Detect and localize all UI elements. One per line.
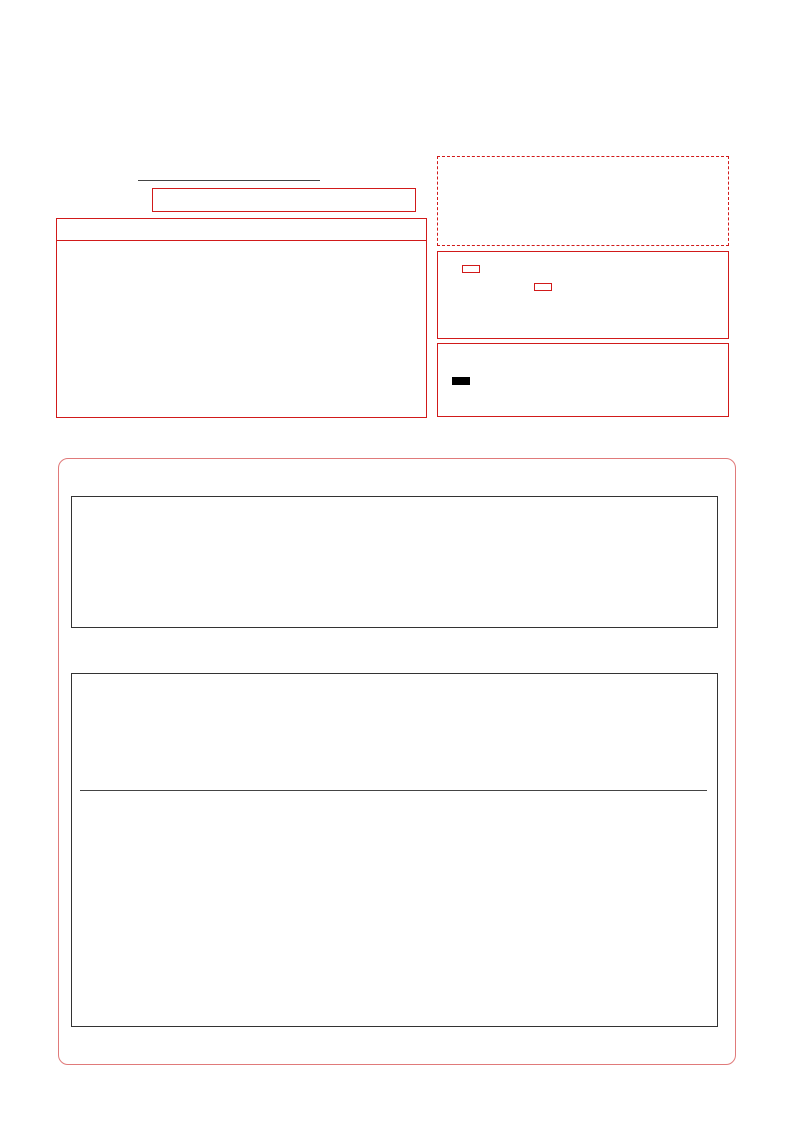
section-divider	[80, 790, 707, 791]
answer-section	[71, 673, 718, 1027]
correct-fill-example	[452, 377, 470, 385]
examiner-only-panel	[437, 251, 729, 339]
timing-marks-top	[50, 38, 746, 50]
fill-sample-panel	[437, 343, 729, 417]
notice-list	[57, 241, 426, 245]
barcode-area	[437, 156, 729, 246]
choice-section	[71, 496, 718, 628]
notice-title	[57, 219, 426, 241]
exam-id-boxes[interactable]	[152, 188, 416, 212]
notice-panel	[56, 218, 427, 418]
violation-mark-box[interactable]	[534, 283, 552, 291]
question-19-answer-area[interactable]	[80, 884, 708, 1022]
absent-mark-box[interactable]	[462, 265, 480, 273]
name-field[interactable]	[138, 180, 320, 181]
